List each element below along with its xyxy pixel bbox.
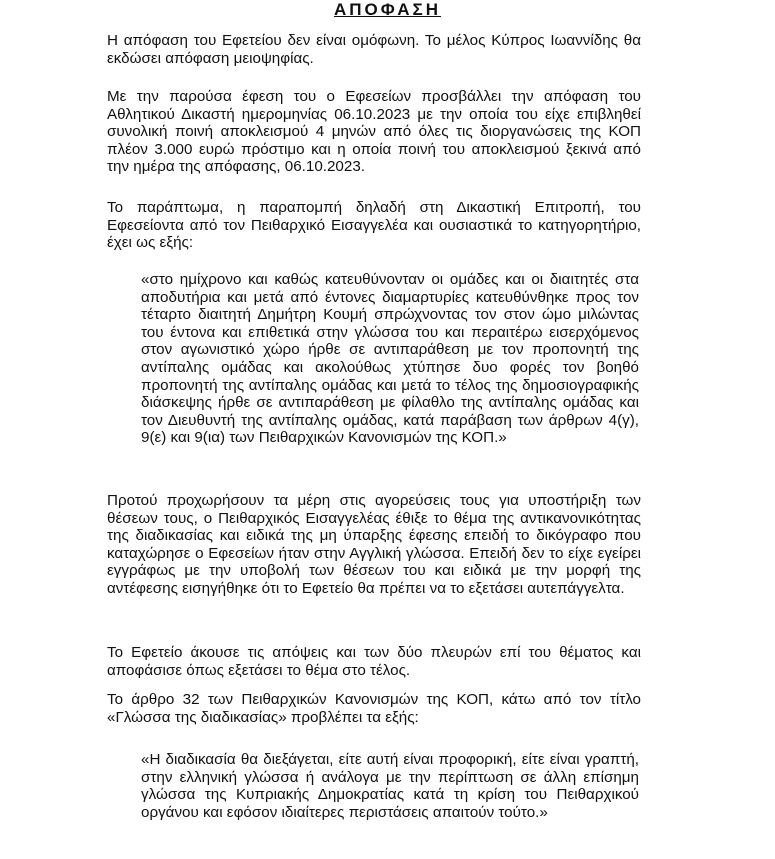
paragraph-procedural-issue: Προτού προχωρήσουν τα μέρη στις αγορεύσεις τους για υποστήριξη των θέσεων τους, ο Πειθαρχικός Εισαγγελέας έθιξε το θέμα της αντικανονικότητας της διαδικασίας και ειδικά της μη ύπαρξης έφεσης επειδή το δικόγραφο που καταχώρησε ο Εφεσείων ήταν στην Αγγλική γλώσσα. Επειδή δεν το είχε εγείρει εγγράφως με την υποβολή των θέσεων του και ειδικά με την μορφή της αντέφεσης εισηγήθηκε ότι το Εφετείο θα πρέπει να το εξετάσει αυτεπάγγελτα. — [107, 492, 641, 597]
paragraph-charge-intro: Το παράπτωμα, η παραπομπή δηλαδή στη Δικαστική Επιτροπή, του Εφεσείοντα από τον Πειθαρχικό Εισαγγελέα και ουσιαστικά το κατηγορητήριο, έχει ως εξής: — [107, 199, 641, 252]
quote-charge-sheet: «στο ημίχρονο και καθώς κατευθύνονταν οι ομάδες και οι διαιτητές στα αποδυτήρια και μετά από έντονες διαμαρτυρίες κατευθύνθηκε προς τον τέταρτο διαιτητή Δημήτρη Κουμή σπρώχνοντας τον στον ώμο μιλώντας του έντονα και επιθετικά στην γλώσσα του και περαιτέρω εισερχόμενος στον αγωνιστικό χώρο ήρθε σε αντιπαράθεση με τον προπονητή της αντίπαλης ομάδας και ακολούθως χτύπησε δυο φορές τον βοηθό προπονητή της αντίπαλης ομάδας και μετά το τέλος της δημοσιογραφικής διάσκεψης ήρθε σε αντιπαράθεση με φίλαθλο της αντίπαλης ομάδας και τον Διευθυντή της αντίπαλης ομάδας, κατά παράβαση των άρθρων 4(γ), 9(ε) και 9(ια) των Πειθαρχικών Κανονισμών της ΚΟΠ.» — [141, 271, 639, 447]
quote-article-32: «Η διαδικασία θα διεξάγεται, είτε αυτή είναι προφορική, είτε είναι γραπτή, στην ελληνική γλώσσα ή ανάλογα με την περίπτωση σε άλλη επίσημη γλώσσα της Κυπριακής Δημοκρατίας κατά τη κρίση του Πειθαρχικού οργάνου και εφόσον ιδιαίτερες περιστάσεις απαιτούν τούτο.» — [141, 751, 639, 821]
paragraph-dissent-note: Η απόφαση του Εφετείου δεν είναι ομόφωνη. Το μέλος Κύπρος Ιωαννίδης θα εκδώσει απόφαση μειοψηφίας. — [107, 32, 641, 67]
paragraph-article-32-intro: Το άρθρο 32 των Πειθαρχικών Κανονισμών της ΚΟΠ, κάτω από τον τίτλο «Γλώσσα της διαδικασίας» προβλέπει τα εξής: — [107, 691, 641, 726]
document-title: ΑΠΟΦΑΣΗ — [333, 0, 442, 19]
paragraph-appeal-summary: Με την παρούσα έφεση του ο Εφεσείων προσβάλλει την απόφαση του Αθλητικού Δικαστή ημερομηνίας 06.10.2023 με την οποία του είχε επιβληθεί συνολική ποινή αποκλεισμού 4 μηνών από όλες τις διοργανώσεις της ΚΟΠ πλέον 3.000 ευρώ πρόστιμο και η οποία ποινή του αποκλεισμού ξεκινά από την ημέρα της απόφασης, 06.10.2023. — [107, 88, 641, 176]
paragraph-court-decision: Το Εφετείο άκουσε τις απόψεις και των δύο πλευρών επί του θέματος και αποφάσισε όπως εξετάσει το θέμα στο τέλος. — [107, 644, 641, 679]
